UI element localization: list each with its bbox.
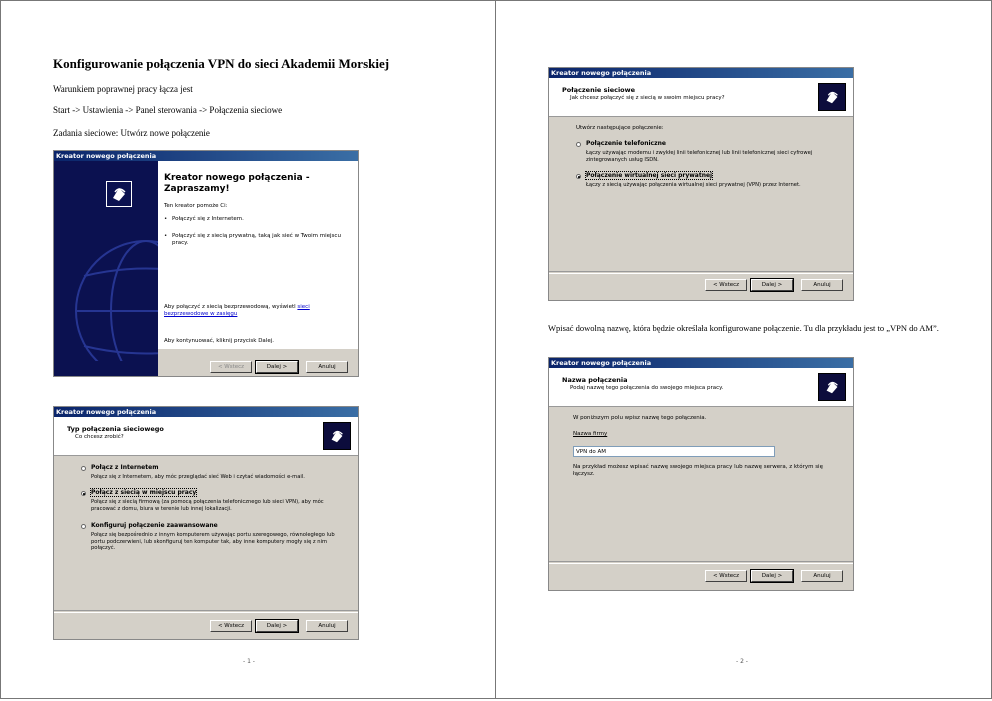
cancel-button[interactable]: Anuluj [801,279,843,291]
back-button[interactable]: < Wstecz [210,361,252,373]
wireless-note-text: Aby połączyć z siecią bezprzewodową, wyświetl [164,304,296,310]
paragraph-requirement: Warunkiem poprawnej pracy łącza jest [53,84,193,94]
header-subtitle: Co chcesz zrobić? [75,434,124,440]
name-hint: Na przykład możesz wpisać nazwę swojego miejsca pracy lub nazwę serwera, z którym się łączysz. [573,464,823,477]
document-title: Konfigurowanie połączenia VPN do sieci Akademii Morskiej [53,56,390,71]
header-title: Nazwa połączenia [562,376,628,384]
header-title: Typ połączenia sieciowego [67,425,164,433]
paragraph-path: Start -> Ustawienia -> Panel sterowania -> Połączenia sieciowe [53,105,283,115]
continue-note: Aby kontynuować, kliknij przycisk Dalej. [164,338,274,344]
option-workplace-desc: Połącz się z siecią firmową (za pomocą połączenia telefonicznego lub sieci VPN), aby móc pracować z domu, biura w terenie lub innej lokalizacji. [91,499,324,512]
wizard-header [549,78,853,117]
option-vpn-title[interactable]: Połączenie wirtualnej sieci prywatnej [586,172,713,179]
wizard-header [549,368,853,407]
separator [549,271,853,274]
page-number: - 2 - [736,658,748,665]
next-button[interactable]: Dalej > [751,279,793,291]
option-internet-title[interactable]: Połącz z Internetem [91,464,159,471]
document-page-2 [495,0,992,699]
cancel-button[interactable]: Anuluj [306,620,348,632]
window-titlebar: Kreator nowego połączenia [54,151,358,161]
option-dialup-desc: Łączy używając modemu i zwykłej linii telefonicznej lub linii telefonicznej sieci cyfrowej zintegrowanych usług ISDN. [586,150,813,163]
radio-dialup[interactable] [576,142,581,147]
wizard-header-icon [818,83,846,111]
wizard-header-icon [323,422,351,450]
cancel-button[interactable]: Anuluj [306,361,348,373]
option-vpn-desc: Łączy z siecią używając połączenia wirtualnej sieci prywatnej (VPN) przez Internet. [586,182,801,188]
wizard-header [54,417,358,456]
paragraph-name-instruction: Wpisać dowolną nazwę, która będzie określała konfigurowane połączenie. Tu dla przykładu jest to „VPN do AM”. [548,323,939,333]
window-titlebar: Kreator nowego połączenia [549,358,853,368]
separator [549,561,853,564]
radio-advanced[interactable] [81,524,86,529]
radio-vpn[interactable] [576,174,581,179]
paragraph-network-tasks: Zadania sieciowe: Utwórz nowe połączenie [53,128,210,138]
back-button[interactable]: < Wstecz [705,570,747,582]
radio-internet[interactable] [81,466,86,471]
welcome-bullet-1: Połączyć się z Internetem. [172,216,244,222]
option-dialup-title[interactable]: Połączenie telefoniczne [586,140,666,147]
header-title: Połączenie sieciowe [562,86,636,94]
header-subtitle: Jak chcesz połączyć się z siecią w swoim miejscu pracy? [570,95,725,101]
next-button[interactable]: Dalej > [256,361,298,373]
document-page-1 [0,0,496,699]
welcome-heading: Kreator nowego połączenia - Zapraszamy! [164,173,310,194]
header-subtitle: Podaj nazwę tego połączenia do swojego miejsca pracy. [570,385,724,391]
wizard-connection-name-window [548,357,854,591]
next-button[interactable]: Dalej > [751,570,793,582]
bullet-icon: • [164,233,168,239]
wireless-networks-link[interactable]: sieci bezprzewodowe w zasięgu [164,304,310,317]
wizard-header-icon [818,373,846,401]
back-button[interactable]: < Wstecz [210,620,252,632]
create-prompt: Utwórz następujące połączenie: [576,125,664,131]
window-titlebar: Kreator nowego połączenia [549,68,853,78]
wireless-note [164,304,334,318]
separator [54,610,358,613]
radio-workplace[interactable] [81,491,86,496]
option-advanced-desc: Połącz się bezpośrednio z innym komputerem używając portu szeregowego, równoległego lub portu podczerwieni, lub skonfiguruj ten komputer tak, aby inne komputery mogły się z nim połączyć. [91,532,335,551]
cancel-button[interactable]: Anuluj [801,570,843,582]
wizard-welcome-window [53,150,359,377]
company-name-input[interactable] [573,446,775,457]
wizard-network-connection-window [548,67,854,301]
welcome-bullet-2: Połączyć się z siecią prywatną, taką jak sieć w Twoim miejscu pracy. [172,233,341,246]
option-internet-desc: Połącz się z Internetem, aby móc przeglądać sieć Web i czytać wiadomości e-mail. [91,474,305,480]
option-workplace-title[interactable]: Połącz z siecią w miejscu pracy [91,489,197,496]
name-prompt: W poniższym polu wpisz nazwę tego połączenia. [573,415,707,421]
welcome-intro: Ten kreator pomoże Ci: [164,203,228,209]
wizard-logo-icon [106,181,132,207]
option-advanced-title[interactable]: Konfiguruj połączenie zaawansowane [91,522,218,529]
bullet-icon: • [164,216,168,222]
wizard-connection-type-window [53,406,359,640]
next-button[interactable]: Dalej > [256,620,298,632]
back-button[interactable]: < Wstecz [705,279,747,291]
company-name-label: Nazwa firmy [573,431,608,437]
window-titlebar: Kreator nowego połączenia [54,407,358,417]
wizard-side-banner [54,161,158,376]
page-number: - 1 - [243,658,255,665]
wizard-welcome-content [158,161,358,349]
